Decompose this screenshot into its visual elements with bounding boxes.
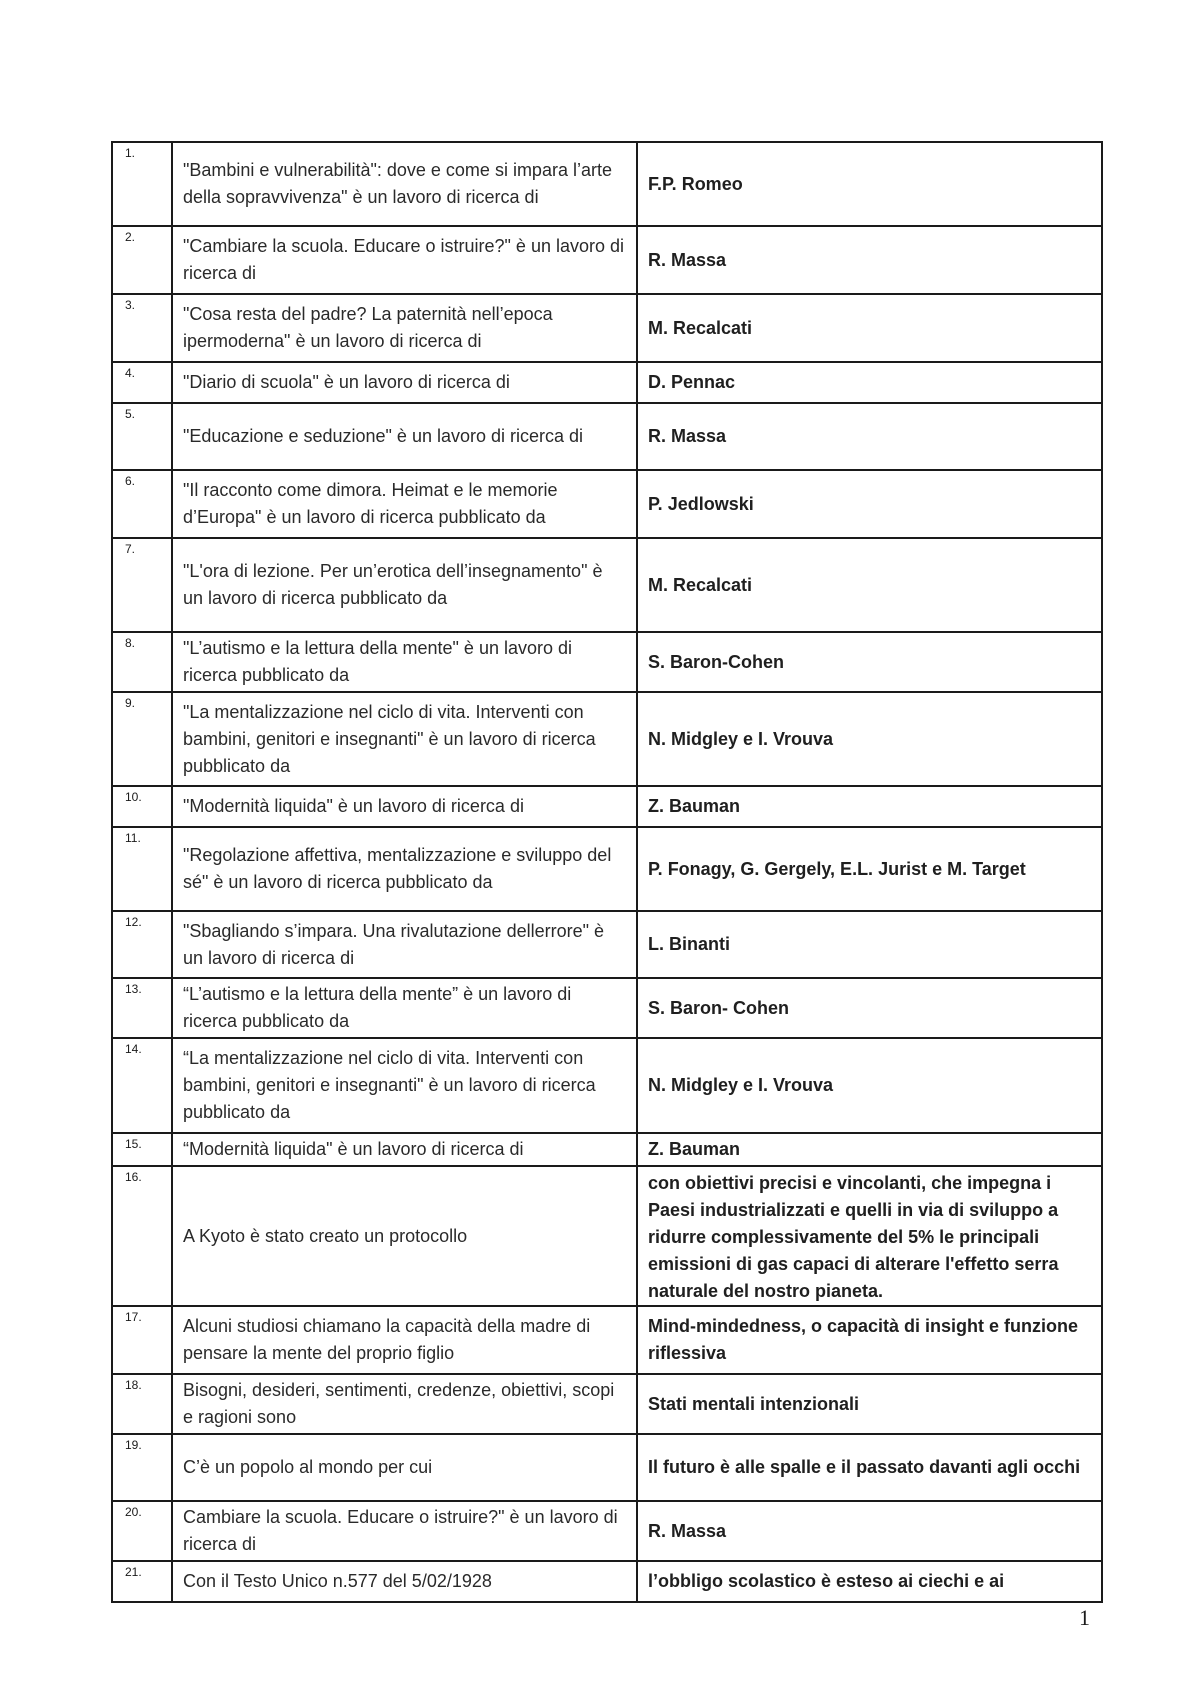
row-number: 1. bbox=[112, 142, 172, 226]
answer-cell: Z. Bauman bbox=[637, 1133, 1102, 1166]
table-row bbox=[112, 1306, 1102, 1374]
table-row bbox=[112, 1374, 1102, 1434]
table-row bbox=[112, 1434, 1102, 1501]
question-cell: "Bambini e vulnerabilità": dove e come si impara l’arte della sopravvivenza" è un lavoro di ricerca di bbox=[172, 142, 637, 226]
answer-cell: Stati mentali intenzionali bbox=[637, 1374, 1102, 1434]
table-row bbox=[112, 403, 1102, 470]
answer-cell: S. Baron-Cohen bbox=[637, 632, 1102, 692]
question-cell: Bisogni, desideri, sentimenti, credenze, obiettivi, scopi e ragioni sono bbox=[172, 1374, 637, 1434]
question-cell: "L’autismo e la lettura della mente" è un lavoro di ricerca pubblicato da bbox=[172, 632, 637, 692]
question-cell: "La mentalizzazione nel ciclo di vita. Interventi con bambini, genitori e insegnanti" è un lavoro di ricerca pubblicato da bbox=[172, 692, 637, 786]
row-number: 19. bbox=[112, 1434, 172, 1501]
question-cell: "Modernità liquida" è un lavoro di ricerca di bbox=[172, 786, 637, 827]
table-row bbox=[112, 1561, 1102, 1602]
answer-cell: R. Massa bbox=[637, 403, 1102, 470]
table-row bbox=[112, 142, 1102, 226]
answer-cell: P. Fonagy, G. Gergely, E.L. Jurist e M. Target bbox=[637, 827, 1102, 911]
row-number: 21. bbox=[112, 1561, 172, 1602]
answer-cell: R. Massa bbox=[637, 1501, 1102, 1561]
table-row bbox=[112, 226, 1102, 294]
row-number: 5. bbox=[112, 403, 172, 470]
question-cell: “L’autismo e la lettura della mente” è un lavoro di ricerca pubblicato da bbox=[172, 978, 637, 1038]
table-row bbox=[112, 470, 1102, 538]
question-cell: Con il Testo Unico n.577 del 5/02/1928 bbox=[172, 1561, 637, 1602]
table-row bbox=[112, 786, 1102, 827]
table-row bbox=[112, 294, 1102, 362]
table-row bbox=[112, 1133, 1102, 1166]
question-cell: C’è un popolo al mondo per cui bbox=[172, 1434, 637, 1501]
row-number: 3. bbox=[112, 294, 172, 362]
quiz-table bbox=[111, 141, 1103, 1603]
row-number: 2. bbox=[112, 226, 172, 294]
question-cell: “Modernità liquida" è un lavoro di ricerca di bbox=[172, 1133, 637, 1166]
page-number: 1 bbox=[1079, 1605, 1090, 1630]
table-row bbox=[112, 911, 1102, 978]
row-number: 7. bbox=[112, 538, 172, 632]
table-row bbox=[112, 538, 1102, 632]
question-cell: Alcuni studiosi chiamano la capacità della madre di pensare la mente del proprio figlio bbox=[172, 1306, 637, 1374]
answer-cell: L. Binanti bbox=[637, 911, 1102, 978]
answer-cell: Z. Bauman bbox=[637, 786, 1102, 827]
answer-cell: Il futuro è alle spalle e il passato davanti agli occhi bbox=[637, 1434, 1102, 1501]
answer-cell: F.P. Romeo bbox=[637, 142, 1102, 226]
row-number: 11. bbox=[112, 827, 172, 911]
table-row bbox=[112, 1501, 1102, 1561]
answer-cell: N. Midgley e I. Vrouva bbox=[637, 692, 1102, 786]
answer-cell: M. Recalcati bbox=[637, 294, 1102, 362]
table-row bbox=[112, 1166, 1102, 1306]
question-cell: "Cambiare la scuola. Educare o istruire?" è un lavoro di ricerca di bbox=[172, 226, 637, 294]
question-cell: "L'ora di lezione. Per un’erotica dell’insegnamento" è un lavoro di ricerca pubblicato da bbox=[172, 538, 637, 632]
answer-cell: S. Baron- Cohen bbox=[637, 978, 1102, 1038]
answer-cell: P. Jedlowski bbox=[637, 470, 1102, 538]
row-number: 17. bbox=[112, 1306, 172, 1374]
table-row bbox=[112, 978, 1102, 1038]
question-cell: "Educazione e seduzione" è un lavoro di ricerca di bbox=[172, 403, 637, 470]
question-cell: Cambiare la scuola. Educare o istruire?" è un lavoro di ricerca di bbox=[172, 1501, 637, 1561]
question-cell: A Kyoto è stato creato un protocollo bbox=[172, 1166, 637, 1306]
row-number: 14. bbox=[112, 1038, 172, 1133]
row-number: 8. bbox=[112, 632, 172, 692]
row-number: 20. bbox=[112, 1501, 172, 1561]
table-row bbox=[112, 827, 1102, 911]
answer-cell: R. Massa bbox=[637, 226, 1102, 294]
question-cell: "Il racconto come dimora. Heimat e le memorie d’Europa" è un lavoro di ricerca pubblicato da bbox=[172, 470, 637, 538]
row-number: 9. bbox=[112, 692, 172, 786]
answer-cell: M. Recalcati bbox=[637, 538, 1102, 632]
row-number: 13. bbox=[112, 978, 172, 1038]
answer-cell: con obiettivi precisi e vincolanti, che impegna i Paesi industrializzati e quelli in via di sviluppo a ridurre complessivamente del 5% le principali emissioni di gas capaci di alterare l'effetto serra naturale del nostro pianeta. bbox=[637, 1166, 1102, 1306]
row-number: 16. bbox=[112, 1166, 172, 1306]
answer-cell: l’obbligo scolastico è esteso ai ciechi e ai bbox=[637, 1561, 1102, 1602]
question-cell: "Regolazione affettiva, mentalizzazione e sviluppo del sé" è un lavoro di ricerca pubblicato da bbox=[172, 827, 637, 911]
table-row bbox=[112, 692, 1102, 786]
question-cell: “La mentalizzazione nel ciclo di vita. Interventi con bambini, genitori e insegnanti" è un lavoro di ricerca pubblicato da bbox=[172, 1038, 637, 1133]
row-number: 18. bbox=[112, 1374, 172, 1434]
table-row bbox=[112, 362, 1102, 403]
row-number: 4. bbox=[112, 362, 172, 403]
question-cell: "Sbagliando s’impara. Una rivalutazione dellerrore" è un lavoro di ricerca di bbox=[172, 911, 637, 978]
row-number: 6. bbox=[112, 470, 172, 538]
question-cell: "Diario di scuola" è un lavoro di ricerca di bbox=[172, 362, 637, 403]
row-number: 15. bbox=[112, 1133, 172, 1166]
question-cell: "Cosa resta del padre? La paternità nell’epoca ipermoderna" è un lavoro di ricerca di bbox=[172, 294, 637, 362]
row-number: 10. bbox=[112, 786, 172, 827]
table-row bbox=[112, 1038, 1102, 1133]
table-row bbox=[112, 632, 1102, 692]
answer-cell: D. Pennac bbox=[637, 362, 1102, 403]
row-number: 12. bbox=[112, 911, 172, 978]
answer-cell: Mind-mindedness, o capacità di insight e funzione riflessiva bbox=[637, 1306, 1102, 1374]
answer-cell: N. Midgley e I. Vrouva bbox=[637, 1038, 1102, 1133]
